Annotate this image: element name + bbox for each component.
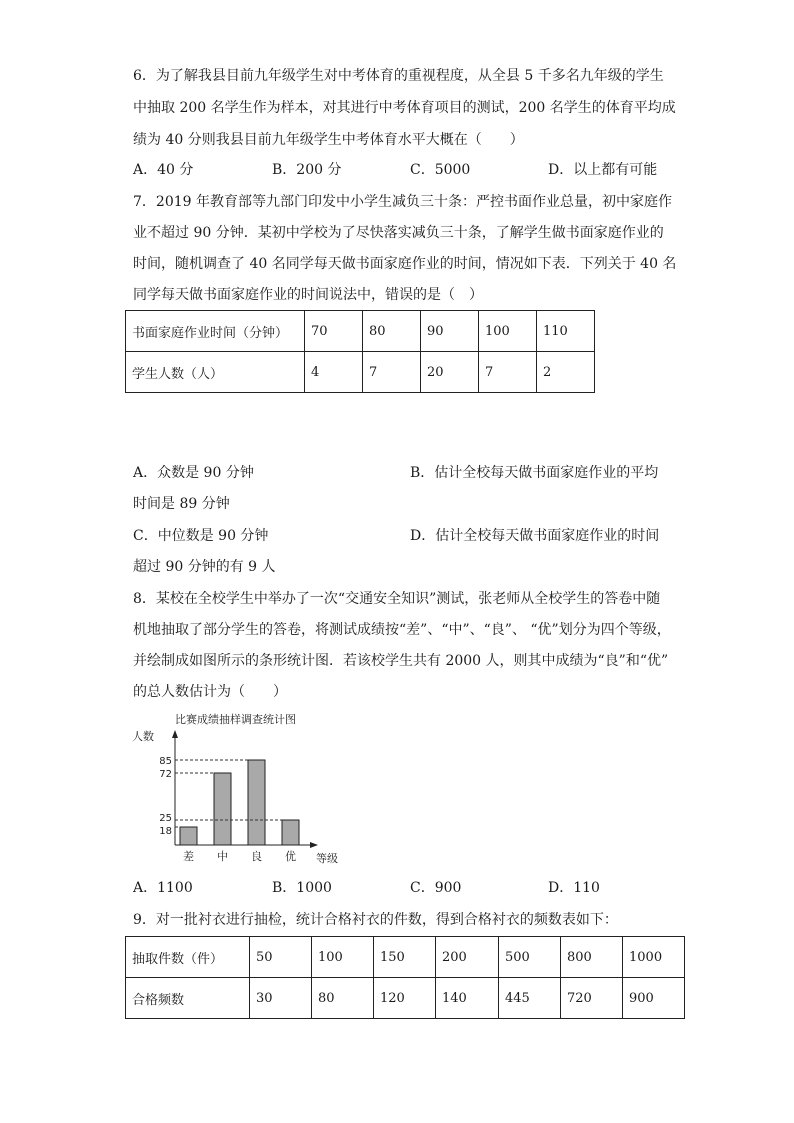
table-cell: 2 bbox=[537, 352, 595, 393]
y-tick-label: 72 bbox=[159, 769, 172, 780]
q7-line-1: 7．2019 年教育部等九部门印发中小学生减负三十条：严控书面作业总量，初中家庭作 bbox=[133, 194, 672, 210]
q6-option-a: A．40 分 bbox=[133, 162, 194, 178]
table-cell: 4 bbox=[305, 352, 363, 393]
x-tick-label: 优 bbox=[285, 850, 296, 863]
x-tick-label: 良 bbox=[251, 850, 262, 863]
x-tick-label: 差 bbox=[183, 850, 194, 863]
bar bbox=[214, 773, 231, 845]
table-cell: 100 bbox=[312, 937, 374, 978]
table-cell: 70 bbox=[305, 311, 363, 352]
table-cell: 110 bbox=[537, 311, 595, 352]
table-header-cell: 合格频数 bbox=[126, 978, 250, 1019]
q7-option-b-continued: 时间是 89 分钟 bbox=[133, 496, 230, 512]
table-header-cell: 学生人数（人） bbox=[126, 352, 305, 393]
x-axis-label: 等级 bbox=[316, 852, 338, 865]
q7-option-c: C．中位数是 90 分钟 bbox=[133, 528, 269, 544]
table-cell: 140 bbox=[436, 978, 499, 1019]
shirt-quality-table bbox=[125, 936, 685, 1019]
grade-bar-chart bbox=[130, 708, 370, 868]
q7-line-2: 业不超过 90 分钟．某初中学校为了尽快落实减负三十条，了解学生做书面家庭作业的 bbox=[133, 225, 664, 241]
table-cell: 720 bbox=[561, 978, 623, 1019]
q7-option-a: A．众数是 90 分钟 bbox=[133, 465, 254, 481]
y-tick-label: 18 bbox=[159, 826, 172, 837]
q9-line: 9．对一批衬衣进行抽检，统计合格衬衣的件数，得到合格衬衣的频数表如下： bbox=[133, 912, 618, 928]
q7-line-4: 同学每天做书面家庭作业的时间说法中，错误的是（ ） bbox=[133, 287, 483, 303]
q8-line-2: 机地抽取了部分学生的答卷，将测试成绩按“差”、“中”、“良”、 “优”划分为四个等级， bbox=[133, 622, 671, 638]
table-row bbox=[126, 978, 685, 1019]
table-cell: 7 bbox=[363, 352, 421, 393]
y-axis-label: 人数 bbox=[132, 730, 154, 743]
table-cell: 90 bbox=[421, 311, 479, 352]
table-cell: 800 bbox=[561, 937, 623, 978]
q6-line-2: 中抽取 200 名学生作为样本，对其进行中考体育项目的测试，200 名学生的体育平均成 bbox=[133, 100, 676, 116]
table-cell: 7 bbox=[479, 352, 537, 393]
table-cell: 30 bbox=[250, 978, 312, 1019]
q6-option-d: D．以上都有可能 bbox=[548, 162, 658, 178]
q8-option-a: A．1100 bbox=[133, 880, 193, 896]
q6-line-1: 6．为了解我县目前九年级学生对中考体育的重视程度，从全县 5 千多名九年级的学生 bbox=[133, 68, 664, 84]
q8-line-3: 并绘制成如图所示的条形统计图．若该校学生共有 2000 人，则其中成绩为“良”和“优” bbox=[133, 653, 669, 669]
table-row bbox=[126, 937, 685, 978]
q6-line-3: 绩为 40 分则我县目前九年级学生中考体育水平大概在（ ） bbox=[133, 132, 524, 148]
table-cell: 150 bbox=[374, 937, 436, 978]
q6-option-b: B．200 分 bbox=[272, 162, 342, 178]
y-tick-label: 85 bbox=[159, 756, 172, 767]
table-cell: 445 bbox=[499, 978, 561, 1019]
table-cell: 120 bbox=[374, 978, 436, 1019]
table-header-cell: 抽取件数（件） bbox=[126, 937, 250, 978]
y-tick-label: 25 bbox=[159, 813, 172, 824]
q7-option-b: B．估计全校每天做书面家庭作业的平均 bbox=[410, 465, 659, 481]
table-row bbox=[126, 352, 595, 393]
x-axis-arrow bbox=[310, 842, 318, 848]
table-cell: 50 bbox=[250, 937, 312, 978]
table-cell: 900 bbox=[623, 978, 685, 1019]
q7-option-d: D．估计全校每天做书面家庭作业的时间 bbox=[410, 528, 660, 544]
q8-option-c: C．900 bbox=[410, 880, 462, 896]
q8-option-d: D．110 bbox=[548, 880, 600, 896]
table-cell: 80 bbox=[312, 978, 374, 1019]
table-header-cell: 书面家庭作业时间（分钟） bbox=[126, 311, 305, 352]
x-tick-label: 中 bbox=[217, 850, 228, 863]
table-cell: 20 bbox=[421, 352, 479, 393]
chart-title: 比赛成绩抽样调查统计图 bbox=[175, 713, 296, 726]
table-cell: 1000 bbox=[623, 937, 685, 978]
q7-line-3: 时间，随机调查了 40 名同学每天做书面家庭作业的时间，情况如下表．下列关于 40 名 bbox=[133, 256, 677, 272]
table-row bbox=[126, 311, 595, 352]
q6-option-c: C．5000 bbox=[410, 162, 471, 178]
q8-line-1: 8．某校在全校学生中举办了一次“交通安全知识”测试，张老师从全校学生的答卷中随 bbox=[133, 591, 661, 607]
table-cell: 100 bbox=[479, 311, 537, 352]
bar bbox=[248, 760, 265, 845]
homework-time-table bbox=[125, 310, 595, 393]
q8-line-4: 的总人数估计为（ ） bbox=[133, 684, 287, 700]
q7-option-d-continued: 超过 90 分钟的有 9 人 bbox=[133, 559, 276, 575]
q8-option-b: B．1000 bbox=[272, 880, 332, 896]
bar bbox=[180, 827, 197, 845]
table-cell: 500 bbox=[499, 937, 561, 978]
table-cell: 80 bbox=[363, 311, 421, 352]
table-cell: 200 bbox=[436, 937, 499, 978]
y-axis-arrow bbox=[172, 730, 178, 738]
bar bbox=[282, 820, 299, 845]
